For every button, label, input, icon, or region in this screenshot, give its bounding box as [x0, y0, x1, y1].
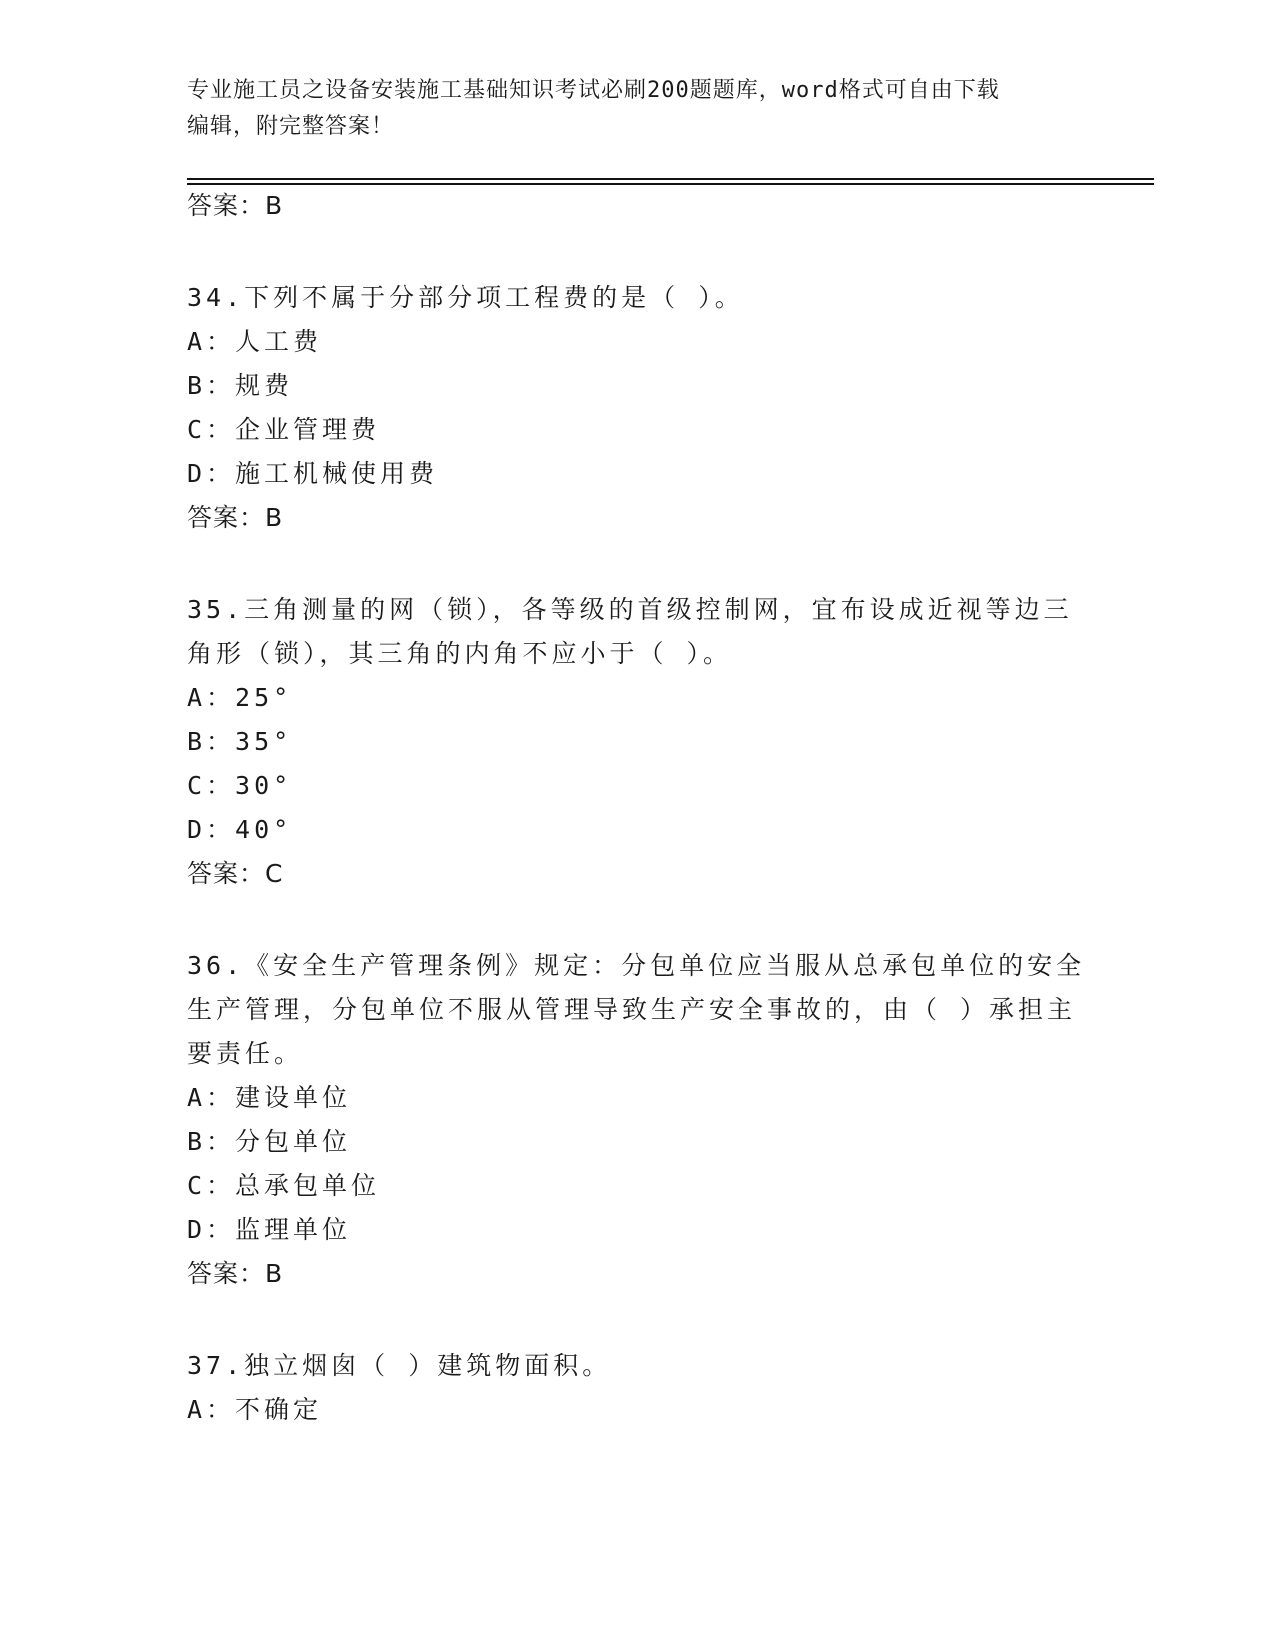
- document-header: [187, 73, 1067, 145]
- question-36-option-a: A：建设单位: [187, 1083, 352, 1112]
- question-34-option-b: B：规费: [187, 371, 294, 400]
- question-36-text-line-3: 要责任。: [187, 1039, 304, 1068]
- question-35-answer: 答案：C: [187, 859, 284, 888]
- question-37-text: 37.独立烟囱（ ）建筑物面积。: [187, 1351, 612, 1380]
- previous-answer: 答案：B: [187, 191, 284, 220]
- question-36-option-c: C：总承包单位: [187, 1171, 381, 1200]
- header-rule-bottom: [187, 183, 1154, 185]
- question-36-text-line-2: 生产管理，分包单位不服从管理导致生产安全事故的，由（ ）承担主: [187, 995, 1077, 1024]
- header-rule-top: [187, 178, 1154, 180]
- question-35-text-line-1: 35.三角测量的网（锁），各等级的首级控制网，宜布设成近视等边三: [187, 595, 1073, 624]
- question-35-option-d: D：40°: [187, 815, 293, 844]
- question-34-option-a: A：人工费: [187, 327, 323, 356]
- question-35-option-c: C：30°: [187, 771, 293, 800]
- question-34-text: 34.下列不属于分部分项工程费的是（ ）。: [187, 283, 744, 312]
- header-line-2: 编辑，附完整答案！: [187, 114, 395, 139]
- question-36-text-line-1: 36.《安全生产管理条例》规定：分包单位应当服从总承包单位的安全: [187, 951, 1086, 980]
- header-line-1: 专业施工员之设备安装施工基础知识考试必刷200题题库，word格式可自由下载: [187, 78, 1000, 103]
- question-34-answer: 答案：B: [187, 503, 284, 532]
- question-36-option-b: B：分包单位: [187, 1127, 352, 1156]
- question-36-answer: 答案：B: [187, 1259, 284, 1288]
- question-35-option-b: B：35°: [187, 727, 293, 756]
- question-34-option-d: D：施工机械使用费: [187, 459, 439, 488]
- question-35-text-line-2: 角形（锁），其三角的内角不应小于（ ）。: [187, 639, 733, 668]
- question-37-option-a: A：不确定: [187, 1395, 323, 1424]
- question-35-option-a: A：25°: [187, 683, 293, 712]
- question-34-option-c: C：企业管理费: [187, 415, 381, 444]
- question-36-option-d: D：监理单位: [187, 1215, 352, 1244]
